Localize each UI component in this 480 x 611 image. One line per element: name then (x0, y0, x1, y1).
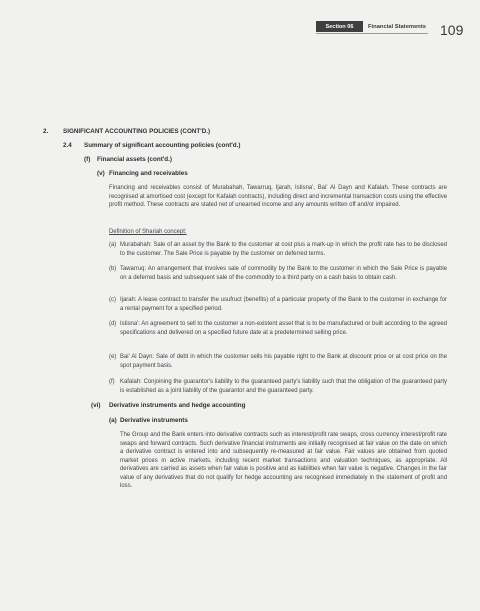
heading-financial-assets: Financial assets (cont'd.) (97, 156, 172, 163)
definition-label: (f) (109, 379, 115, 385)
heading-summary-policies: Summary of significant accounting policies (cont'd.) (84, 142, 241, 149)
definition-istisna: Istisna': An agreement to sell to the customer a non-existent asset that is to be manufactured or built according to the agreed specifications and delivered on a specified future date at a predetermined selling price. (120, 321, 447, 336)
definition-kafalah: Kafalah: Conjoining the guarantor's liability to the guaranteed party's liability such that the obligation of the guaranteed party is established as a joint liability of the guarantor and the guaranteed party. (120, 379, 447, 394)
heading-financing-receivables: Financing and receivables (109, 170, 188, 177)
header-rule (316, 33, 428, 34)
definition-tawarruq: Tawarruq: An arrangement that involves sale of commodity by the Bank to the customer in which the Sale Price is payable on a deferred basis and subsequent sale of the commodity to a third party on a cash basis to obtain cash. (120, 266, 447, 281)
heading-derivative-instruments: Derivative instruments (120, 417, 188, 424)
heading-number-vi: (vi) (91, 402, 101, 409)
definition-bai-al-dayn: Bai' Al Dayn: Sale of debt in which the customer sells his payable right to the Bank at discount price or at cost price on the spot payment basis. (120, 354, 447, 369)
heading-derivative-hedge: Derivative instruments and hedge accounting (109, 402, 246, 409)
definition-heading: Definition of Shariah concept: (109, 229, 187, 235)
section-title: Financial Statements (368, 23, 426, 30)
heading-number-a: (a) (109, 417, 117, 424)
heading-number-f: (f) (84, 156, 91, 163)
definition-ijarah: Ijarah: A lease contract to transfer the usufruct (benefits) of a particular property of the Bank to the customer in exchange for a rental payment for a specified period. (120, 297, 447, 312)
heading-number-2: 2. (43, 128, 49, 135)
definition-label: (c) (109, 297, 116, 303)
definition-label: (e) (109, 354, 117, 360)
section-badge: Section 06 (316, 21, 363, 32)
definition-label: (b) (109, 266, 117, 272)
heading-significant-policies: SIGNIFICANT ACCOUNTING POLICIES (CONT'D.) (63, 128, 211, 135)
page-number: 109 (440, 22, 464, 38)
definition-label: (d) (109, 321, 117, 327)
derivative-paragraph: The Group and the Bank enters into derivative contracts such as interest/profit rate swaps, cross currency interest/profit rate swaps and forward contracts. Such derivative financial instruments are initially recognised at fair value on the date on which a derivative contract is entered into and subsequently re-measured at fair value. Fair values are obtained from quoted market prices in active markets, including recent market transactions and valuation techniques, as appropriate. All derivatives are carried as assets when fair value is positive and as liabilities when fair value is negative. Changes in the fair value of any derivatives that do not qualify for hedge accounting are recognised immediately in the statement of profit and loss. (120, 432, 447, 489)
financing-paragraph: Financing and receivables consist of Murabahah, Tawarruq, Ijarah, Istisna', Bai' Al Dayn and Kafalah. These contracts are recognised at amortised cost (except for Kafalah contracts), including direct and incremental transaction costs using the effective profit method. These contracts are stated net of unearned income and any amounts written off and/or impaired. (109, 185, 447, 208)
heading-number-v: (v) (97, 170, 105, 177)
definition-murabahah: Murabahah: Sale of an asset by the Bank to the customer at cost plus a mark-up in which the profit rate has to be disclosed to the customer. The Sale Price is payable by the customer on deferred terms. (120, 242, 447, 257)
heading-number-2-4: 2.4 (63, 142, 72, 149)
definition-label: (a) (109, 242, 117, 248)
